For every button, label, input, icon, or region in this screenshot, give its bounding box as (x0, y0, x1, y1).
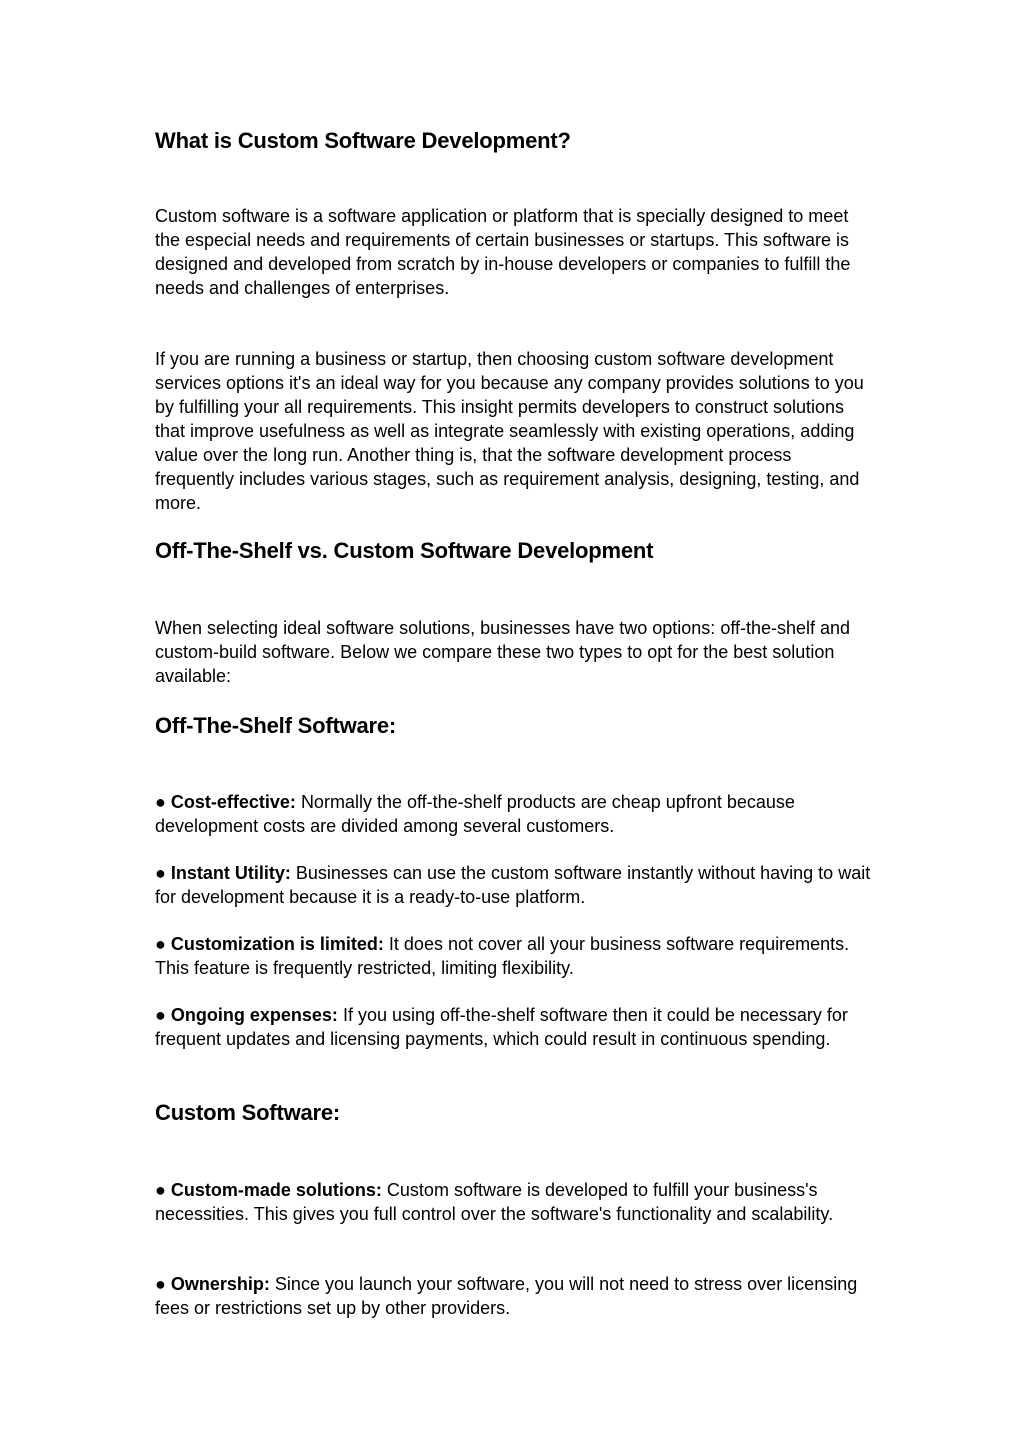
bullet-custom-made-solutions (155, 1178, 873, 1226)
bullet-marker: ● (155, 792, 166, 812)
bullet-marker: ● (155, 1005, 166, 1025)
bullet-text: Businesses can use the custom software instantly without having to wait for development because it is a ready-to-use platform. (155, 863, 871, 907)
heading-what-is-custom-software: What is Custom Software Development? (155, 128, 571, 153)
bullet-marker: ● (155, 863, 166, 883)
heading-off-the-shelf: Off-The-Shelf Software: (155, 713, 397, 738)
bullet-instant-utility (155, 861, 873, 909)
bullet-ownership (155, 1272, 873, 1320)
bullet-text: Normally the off-the-shelf products are cheap upfront because development costs are divided among several customers. (155, 792, 795, 836)
comparison-paragraph: When selecting ideal software solutions, businesses have two options: off-the-shelf and custom-build software. Below we compare these two types to opt for the best solution available: (155, 618, 851, 686)
bullet-term: Instant Utility: (170, 863, 291, 883)
bullet-marker: ● (155, 1274, 166, 1294)
bullet-term: Ongoing expenses: (170, 1005, 338, 1025)
bullet-cost-effective (155, 790, 873, 838)
heading-comparison: Off-The-Shelf vs. Custom Software Development (155, 538, 654, 563)
bullet-ongoing-expenses (155, 1003, 873, 1051)
bullet-marker: ● (155, 934, 166, 954)
bullet-text: It does not cover all your business software requirements. This feature is frequently restricted, limiting flexibility. (155, 934, 850, 978)
startup-paragraph: If you are running a business or startup, then choosing custom software development services options it's an ideal way for you because any company provides solutions to you by fulfilling your all requirements. This insight permits developers to construct solutions that improve usefulness as well as integrate seamlessly with existing operations, adding value over the long run. Another thing is, that the software development process frequently includes various stages, such as requirement analysis, designing, testing, and more. (155, 349, 864, 513)
heading-custom-software: Custom Software: (155, 1100, 341, 1125)
bullet-term: Cost-effective: (170, 792, 296, 812)
bullet-term: Custom-made solutions: (170, 1180, 382, 1200)
bullet-text: Since you launch your software, you will not need to stress over licensing fees or restrictions set up by other providers. (155, 1274, 858, 1318)
bullet-text: If you using off-the-shelf software then it could be necessary for frequent updates and licensing payments, which could result in continuous spending. (155, 1005, 848, 1049)
bullet-term: Customization is limited: (170, 934, 384, 954)
bullet-marker: ● (155, 1180, 166, 1200)
bullet-customization-limited (155, 932, 873, 980)
intro-paragraph: Custom software is a software application or platform that is specially designed to meet the especial needs and requirements of certain businesses or startups. This software is designed and developed from scratch by in-house developers or companies to fulfill the needs and challenges of enterprises. (155, 206, 851, 298)
bullet-text: Custom software is developed to fulfill your business's necessities. This gives you full control over the software's functionality and scalability. (155, 1180, 834, 1224)
bullet-term: Ownership: (170, 1274, 270, 1294)
